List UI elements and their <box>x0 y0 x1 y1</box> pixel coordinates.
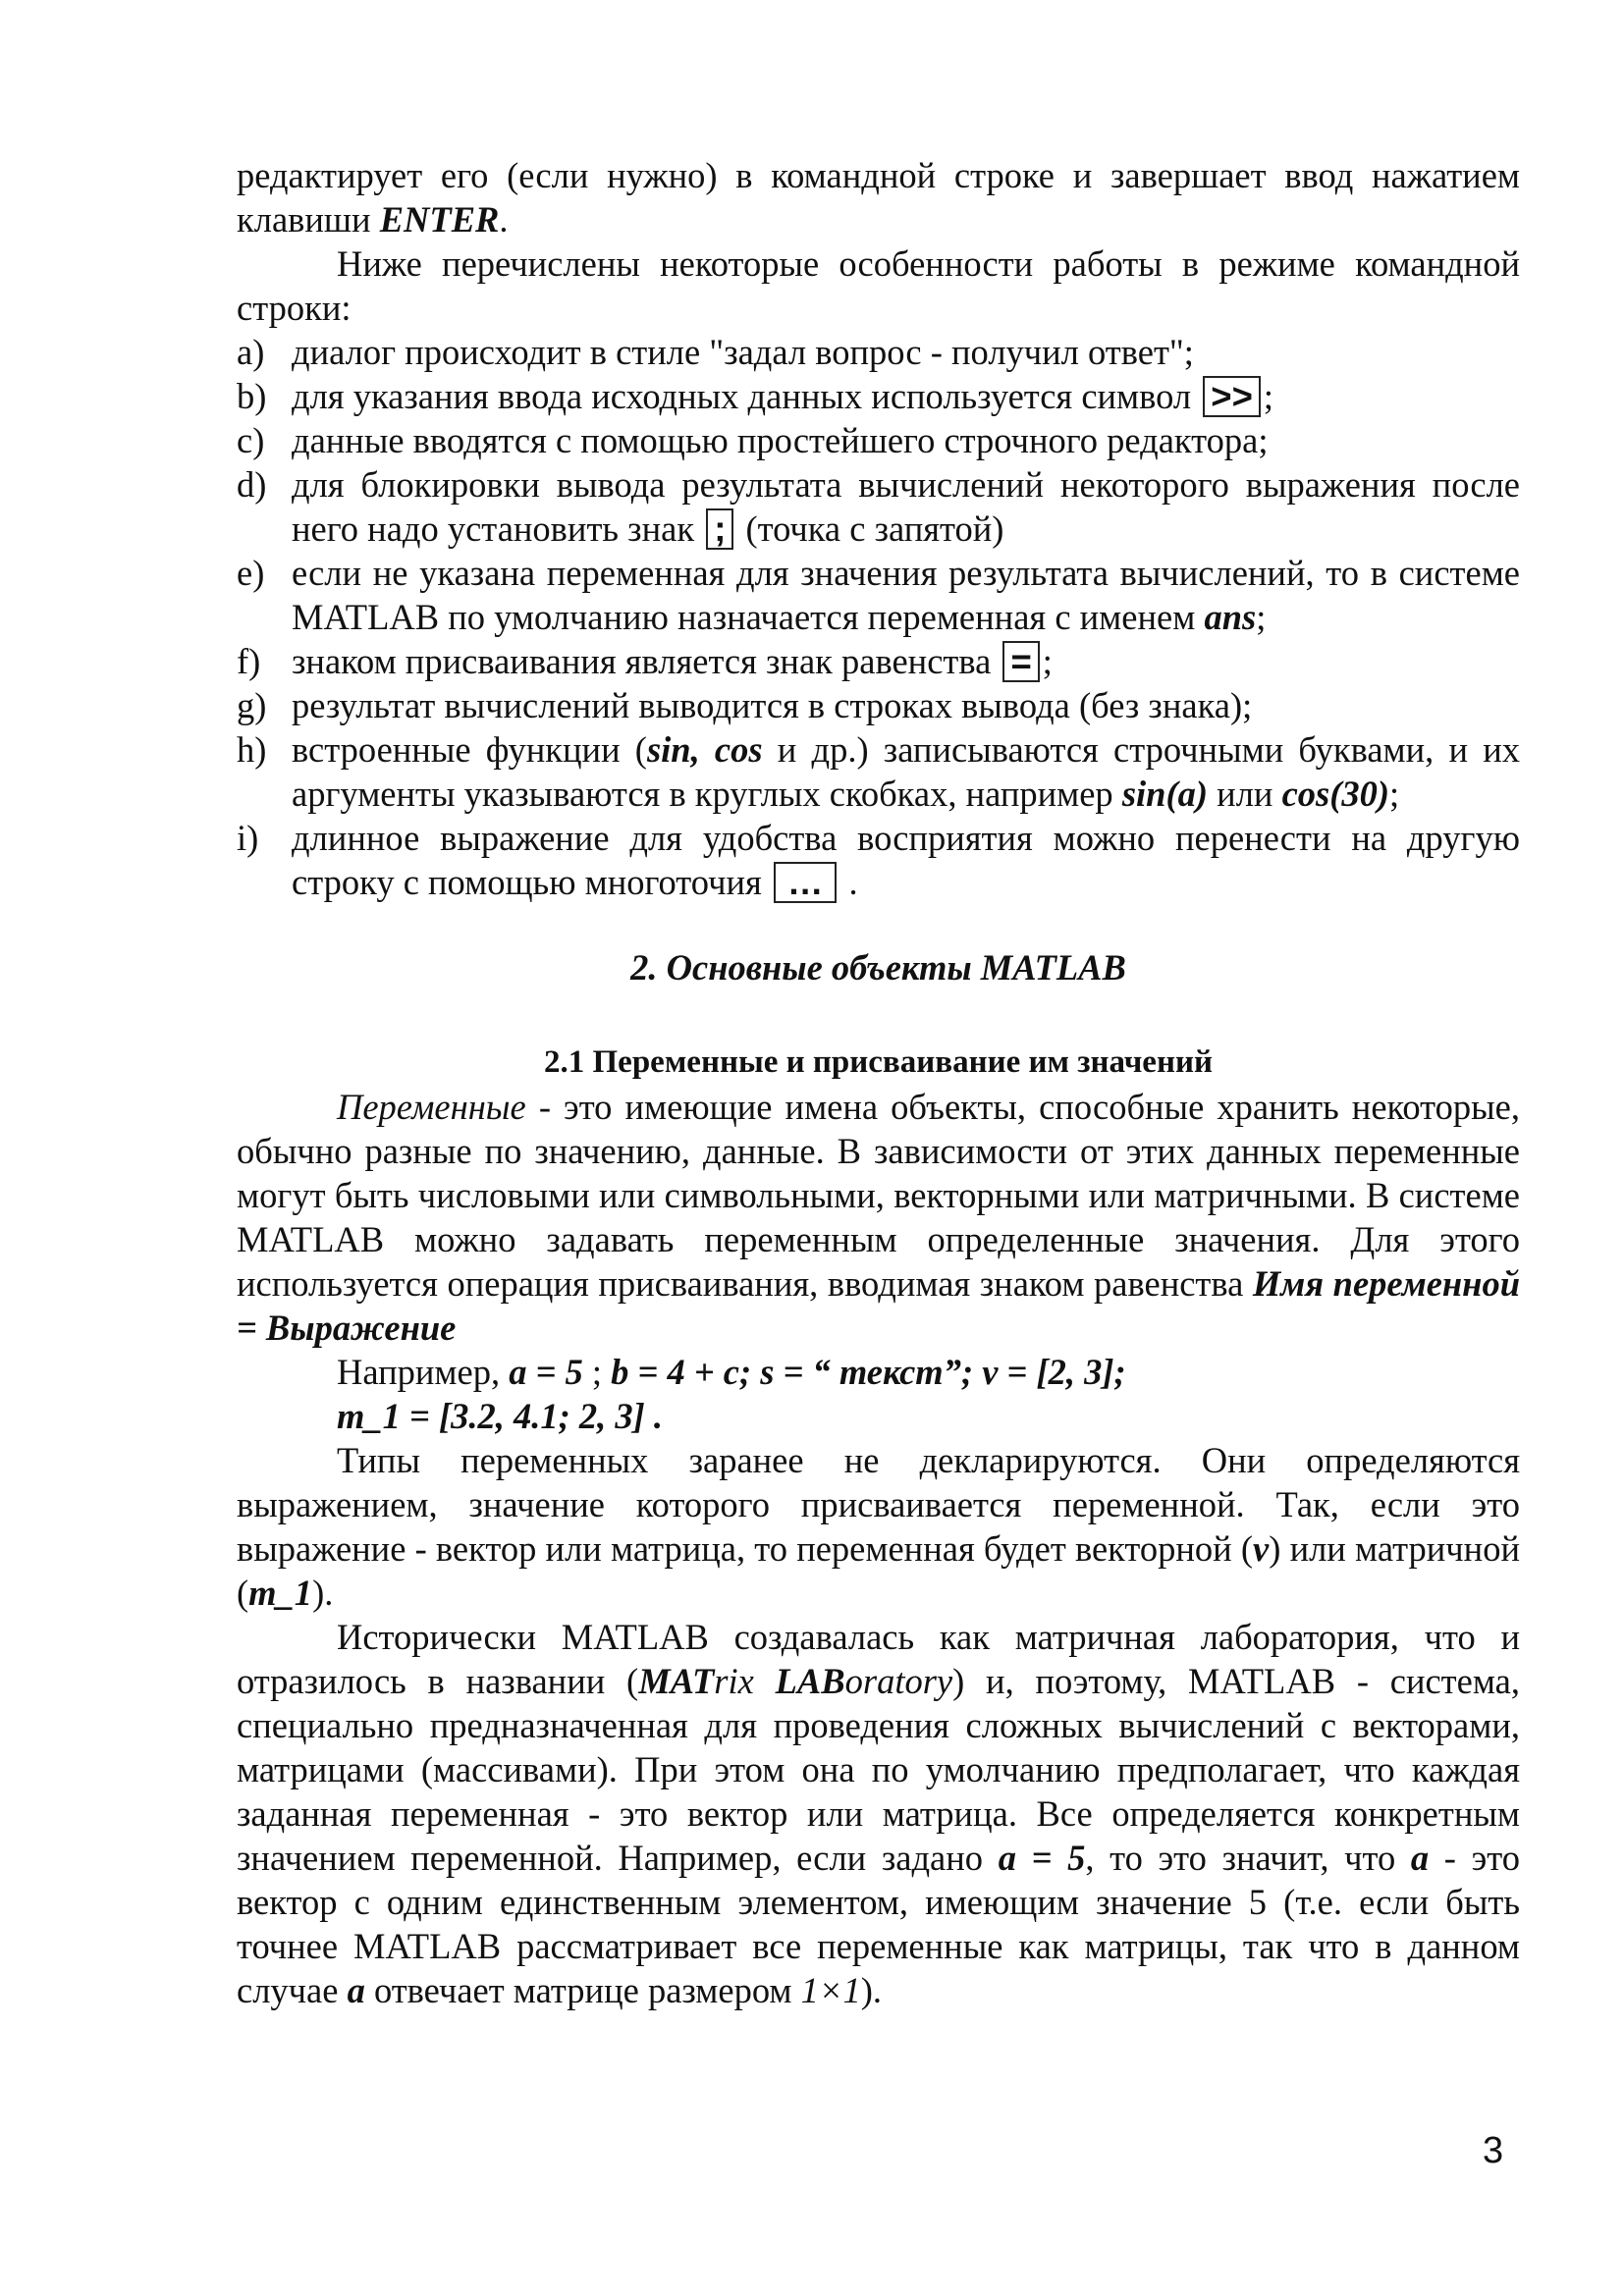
list-item-text: и др.) записываются строчными буквами, и их аргументы указываются в круглых скобках, например <box>292 729 1520 814</box>
ans-variable: ans <box>1204 597 1257 637</box>
list-item <box>237 551 1520 639</box>
semicolon-box: ; <box>706 508 733 550</box>
list-item-text: длинное выражение для удобства восприятия можно перенести на другую строку с помощью многоточия <box>292 818 1520 902</box>
list-item <box>237 462 1520 551</box>
features-intro: Ниже перечислены некоторые особенности работы в режиме командной строки: <box>237 243 1520 328</box>
example-line-1 <box>237 1350 1520 1394</box>
list-item-text: диалог происходит в стиле "задал вопрос - получил ответ"; <box>292 332 1194 372</box>
features-list <box>237 330 1520 904</box>
list-item <box>237 418 1520 462</box>
list-item-text: для указания ввода исходных данных используется символ <box>292 376 1201 416</box>
history-text: , то это значит, что <box>1085 1838 1411 1878</box>
ellipsis-box: … <box>774 862 838 903</box>
variable-a: a <box>347 1970 365 2010</box>
matrix-size: 1×1 <box>800 1970 861 2010</box>
list-item-text-end: ; <box>1263 376 1274 416</box>
laboratory-abbrev: LAB <box>775 1661 845 1701</box>
list-item <box>237 639 1520 683</box>
matrix-abbrev: MAT <box>638 1661 715 1701</box>
page-number: 3 <box>1483 2130 1504 2171</box>
types-text: ). <box>312 1573 334 1613</box>
function-names: sin, cos <box>646 729 763 770</box>
list-item-text: знаком присваивания является знак равенства <box>292 641 1001 681</box>
function-example: sin(a) <box>1121 774 1209 814</box>
variables-text: - это имеющие имена объекты, способные хранить некоторые, обычно разные по значению, данные. В зависимости от этих данных переменные могут быть числовыми или символьными, векторными или матричными. В системе MATLAB можно задавать переменным определенные значения. Для этого используется операция присваивания, вводимая знаком равенства <box>237 1087 1520 1304</box>
list-item-text-end: ; <box>1042 641 1053 681</box>
list-item <box>237 374 1520 418</box>
intro-end: . <box>499 199 509 240</box>
example-code: m_1 = [3.2, 4.1; 2, 3] . <box>337 1396 664 1436</box>
vector-variable: v <box>1253 1528 1270 1569</box>
list-marker: d) <box>237 464 267 505</box>
example-separator: ; <box>582 1352 612 1392</box>
history-text: Исторически MATLAB создавалась как матричная лаборатория, что и отразилось в названии ( <box>237 1617 1520 1701</box>
example-assignment: a = 5 <box>998 1838 1086 1878</box>
variables-paragraph <box>237 1085 1520 1350</box>
subsection-title: 2.1 Переменные и присваивание им значений <box>544 1044 1213 1080</box>
example-code: a = 5 <box>509 1352 583 1392</box>
list-marker: b) <box>237 376 267 416</box>
enter-key-text: ENTER <box>379 199 500 240</box>
list-item-text-end: ; <box>1256 597 1267 637</box>
example-code: b = 4 + c; s = “ текст”; v = [2, 3]; <box>611 1352 1126 1392</box>
types-text: Типы переменных заранее не декларируются. Они определяются выражением, значение которого присваивается переменной. Так, если это выражение - вектор или матрица, то переменная будет векторной ( <box>237 1440 1520 1569</box>
types-paragraph <box>237 1438 1520 1615</box>
laboratory-rest: oratory <box>844 1661 953 1701</box>
list-item-text: результат вычислений выводится в строках вывода (без знака); <box>292 685 1253 725</box>
types-text: ) или матричной ( <box>237 1528 1520 1613</box>
section-title: 2. Основные объекты MATLAB <box>630 947 1126 988</box>
list-item <box>237 683 1520 727</box>
list-marker: i) <box>237 818 259 858</box>
equals-box: = <box>1002 641 1039 682</box>
history-text: ) и, поэтому, MATLAB - система, специально предназначенная для проведения сложных вычислений с векторами, матрицами (массивами). При этом она по умолчанию предполагает, что каждая заданная переменная - это вектор или матрица. Все определяется конкретным значением переменной. Например, если задано <box>237 1661 1521 1878</box>
matrix-rest: rix <box>714 1661 776 1701</box>
function-example: cos(30) <box>1281 774 1390 814</box>
list-item-text: или <box>1208 774 1282 814</box>
list-item-text-end: . <box>839 862 858 902</box>
document-page <box>237 153 1520 2012</box>
history-text: ). <box>860 1970 883 2010</box>
list-marker: a) <box>237 332 265 372</box>
matrix-variable: m_1 <box>248 1573 313 1613</box>
history-paragraph <box>237 1615 1520 2012</box>
list-item <box>237 816 1520 904</box>
list-marker: f) <box>237 641 261 681</box>
history-text: отвечает матрице размером <box>364 1970 801 2010</box>
list-item-text: данные вводятся с помощью простейшего строчного редактора; <box>292 420 1269 460</box>
list-marker: h) <box>237 729 267 770</box>
variable-a: a <box>1410 1838 1430 1878</box>
list-item <box>237 330 1520 374</box>
list-marker: e) <box>237 553 265 593</box>
history-text: - это вектор с одним единственным элементом, имеющим значение 5 (т.е. если быть точнее MATLAB рассматривает все переменные как матрицы, так что в данном случае <box>237 1838 1521 2010</box>
prompt-symbol-box: >> <box>1203 376 1261 417</box>
list-item-text: для блокировки вывода результата вычислений некоторого выражения после него надо установить знак <box>292 464 1520 549</box>
list-item-text: встроенные функции ( <box>292 729 647 770</box>
example-line-2 <box>237 1394 1520 1438</box>
example-lead: Например, <box>337 1352 510 1392</box>
list-item-text: если не указана переменная для значения результата вычислений, то в системе MATLAB по умолчанию назначается переменная с именем <box>292 553 1520 637</box>
intro-text: редактирует его (если нужно) в командной строке и завершает ввод нажатием клавиши <box>237 155 1520 240</box>
variables-term: Переменные <box>337 1087 526 1127</box>
list-item <box>237 727 1520 816</box>
assignment-formula: Имя переменной = Выражение <box>237 1263 1520 1348</box>
list-marker: c) <box>237 420 265 460</box>
list-item-text-end: (точка с запятой) <box>736 508 1004 549</box>
intro-paragraph <box>237 153 1520 241</box>
list-item-text-end: ; <box>1389 774 1400 814</box>
list-marker: g) <box>237 685 267 725</box>
